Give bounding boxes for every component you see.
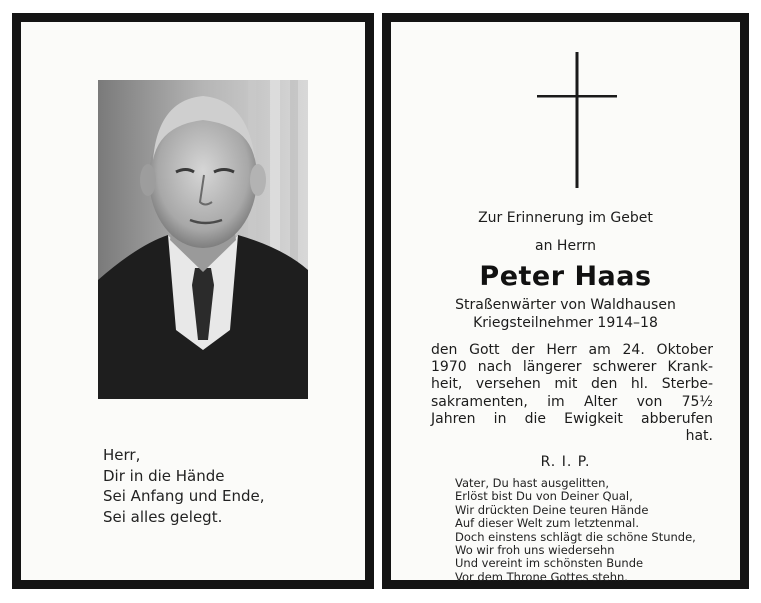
portrait-image [98, 80, 308, 399]
poem-text [455, 477, 696, 584]
rip-text: R. I. P. [540, 454, 591, 470]
obituary-line: den Gott der Herr am 24. Oktober [431, 342, 713, 358]
prayer-line: Herr, [103, 446, 141, 464]
prayer-line: Sei alles gelegt. [103, 507, 223, 526]
left-card [12, 13, 374, 589]
obituary-line: 1970 nach längerer schwerer Krank- [431, 359, 713, 376]
poem-line: Vor dem Throne Gottes stehn. [455, 569, 628, 584]
prayer-line: Sei Anfang und Ende, [103, 487, 265, 505]
intro-text-2: an Herrn [535, 238, 596, 254]
obituary-line: sakramenten, im Alter von 75½ [431, 393, 713, 410]
deceased-name: Peter Haas [479, 261, 652, 292]
poem-line: Wir drückten Deine teuren Hände [455, 502, 649, 517]
intro-text: Zur Erinnerung im Gebet [478, 210, 653, 226]
poem-line: Auf dieser Welt zum letztenmal. [455, 516, 639, 531]
poem-line: Wo wir froh uns wiedersehn [455, 543, 615, 558]
right-panel [391, 22, 740, 584]
occupation-line: Kriegsteilnehmer 1914–18 [473, 315, 658, 331]
cross-icon [537, 52, 617, 188]
poem-line: Und vereint im schönsten Bunde [455, 556, 644, 571]
prayer-text [103, 445, 265, 527]
poem-line: Vater, Du hast ausgelitten, [455, 476, 610, 490]
obituary-line: Jahren in die Ewigkeit abberufen [431, 410, 713, 427]
obituary-line: heit, versehen mit den hl. Sterbe- [431, 376, 713, 393]
obituary-line: hat. [685, 428, 713, 445]
left-panel [21, 22, 365, 580]
prayer-line: Dir in die Hände [103, 466, 225, 485]
poem-line: Doch einstens schlägt die schöne Stunde, [455, 529, 696, 544]
right-card [382, 13, 749, 589]
poem-line: Erlöst bist Du von Deiner Qual, [455, 489, 633, 504]
obituary-text [431, 342, 713, 445]
occupation-line: Straßenwärter von Waldhausen [455, 297, 676, 313]
portrait-photo [98, 80, 308, 399]
occupation-block [391, 296, 740, 332]
